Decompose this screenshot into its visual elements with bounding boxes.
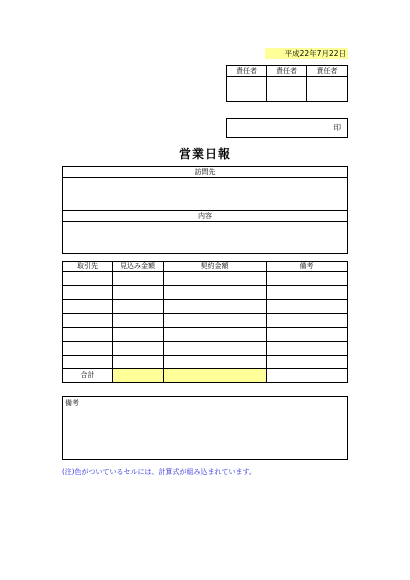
approver-stamp-cell-3[interactable] (307, 77, 347, 101)
content-field[interactable] (63, 222, 347, 253)
table-row[interactable] (63, 342, 347, 355)
total-estimate-cell[interactable] (113, 369, 163, 382)
table-total-row (63, 369, 347, 382)
sales-table (62, 261, 348, 383)
table-row[interactable] (63, 328, 347, 341)
table-row[interactable] (63, 286, 347, 299)
total-contract-cell[interactable] (164, 369, 266, 382)
visit-label: 訪問先 (194, 168, 216, 176)
approver-header-1: 責任者 (227, 66, 267, 77)
column-header-client: 取引先 (77, 262, 98, 270)
approver-header-2: 責任者 (267, 66, 307, 77)
approver-table (226, 65, 348, 102)
remarks-label: 備考 (65, 399, 79, 407)
approver-stamp-cell-2[interactable] (267, 77, 307, 101)
table-row[interactable] (63, 272, 347, 285)
visit-content-block (62, 166, 348, 254)
report-date[interactable]: 平成22年7月22日 (265, 48, 348, 59)
approver-header-3: 責任者 (307, 66, 347, 77)
visit-field[interactable] (63, 178, 347, 210)
table-row[interactable] (63, 356, 347, 368)
table-row[interactable] (63, 314, 347, 327)
column-header-remarks: 備考 (299, 262, 314, 270)
column-header-contract: 契約金額 (200, 262, 229, 270)
approver-stamp-cell-1[interactable] (227, 77, 267, 101)
seal-mark: 印 (333, 123, 341, 132)
total-label: 合計 (80, 371, 95, 379)
formula-note: (注)色がついているセルには、計算式が組み込まれています。 (62, 468, 256, 476)
reporter-seal-field[interactable] (226, 118, 348, 138)
table-row[interactable] (63, 300, 347, 313)
remarks-field[interactable] (62, 396, 348, 460)
content-label: 内容 (198, 212, 212, 220)
table-header-row (63, 262, 347, 271)
page-title: 営業日報 (178, 147, 231, 161)
column-header-estimate: 見込み金額 (120, 262, 155, 270)
